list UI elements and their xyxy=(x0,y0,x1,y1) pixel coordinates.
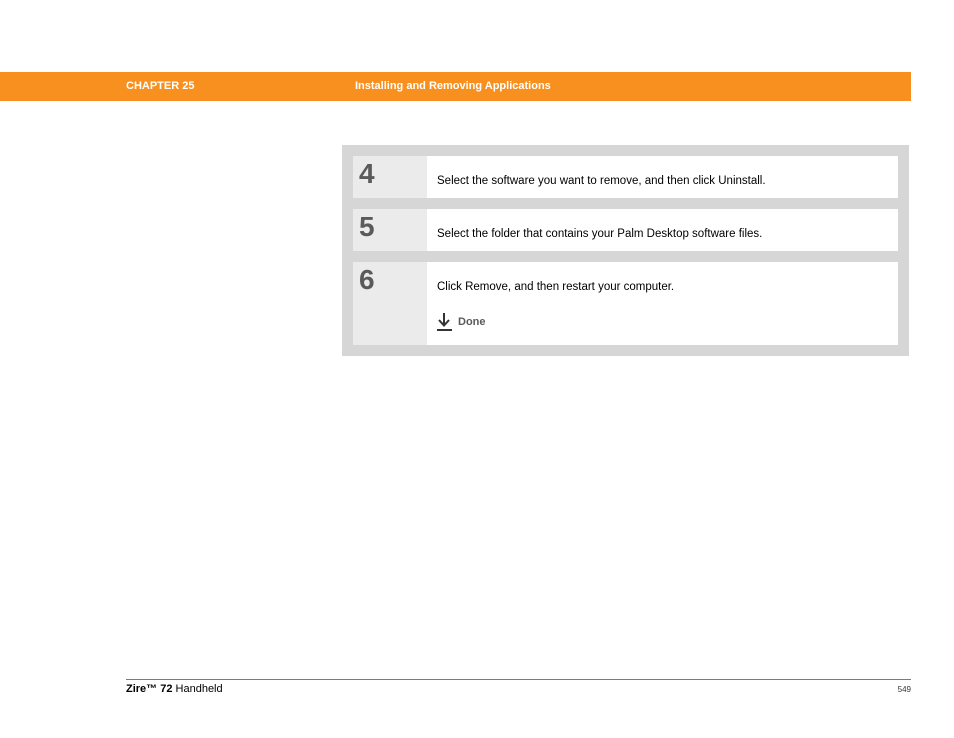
step-6 xyxy=(353,262,898,345)
done-label: Done xyxy=(458,316,486,328)
steps-panel xyxy=(342,145,909,356)
chapter-title: Installing and Removing Applications xyxy=(355,80,551,92)
step-text: Click Remove, and then restart your computer. xyxy=(437,281,675,293)
step-content xyxy=(427,156,898,198)
step-4 xyxy=(353,156,898,198)
product-name: Zire™ 72 xyxy=(126,683,173,695)
page-number: 549 xyxy=(897,685,911,694)
step-number: 5 xyxy=(359,211,375,242)
step-content xyxy=(427,209,898,251)
step-number-cell xyxy=(353,262,427,345)
step-number-cell xyxy=(353,209,427,251)
footer-product xyxy=(126,683,223,695)
chapter-header-bar xyxy=(0,72,911,101)
step-5 xyxy=(353,209,898,251)
step-number: 6 xyxy=(359,264,375,295)
chapter-label: CHAPTER 25 xyxy=(126,80,195,92)
step-text: Select the folder that contains your Palm Desktop software files. xyxy=(437,228,763,240)
down-arrow-icon xyxy=(437,312,453,332)
step-number-cell xyxy=(353,156,427,198)
footer-rule xyxy=(126,679,911,680)
step-number: 4 xyxy=(359,158,375,189)
step-content xyxy=(427,262,898,345)
step-text: Select the software you want to remove, and then click Uninstall. xyxy=(437,175,766,187)
product-suffix: Handheld xyxy=(172,683,223,695)
